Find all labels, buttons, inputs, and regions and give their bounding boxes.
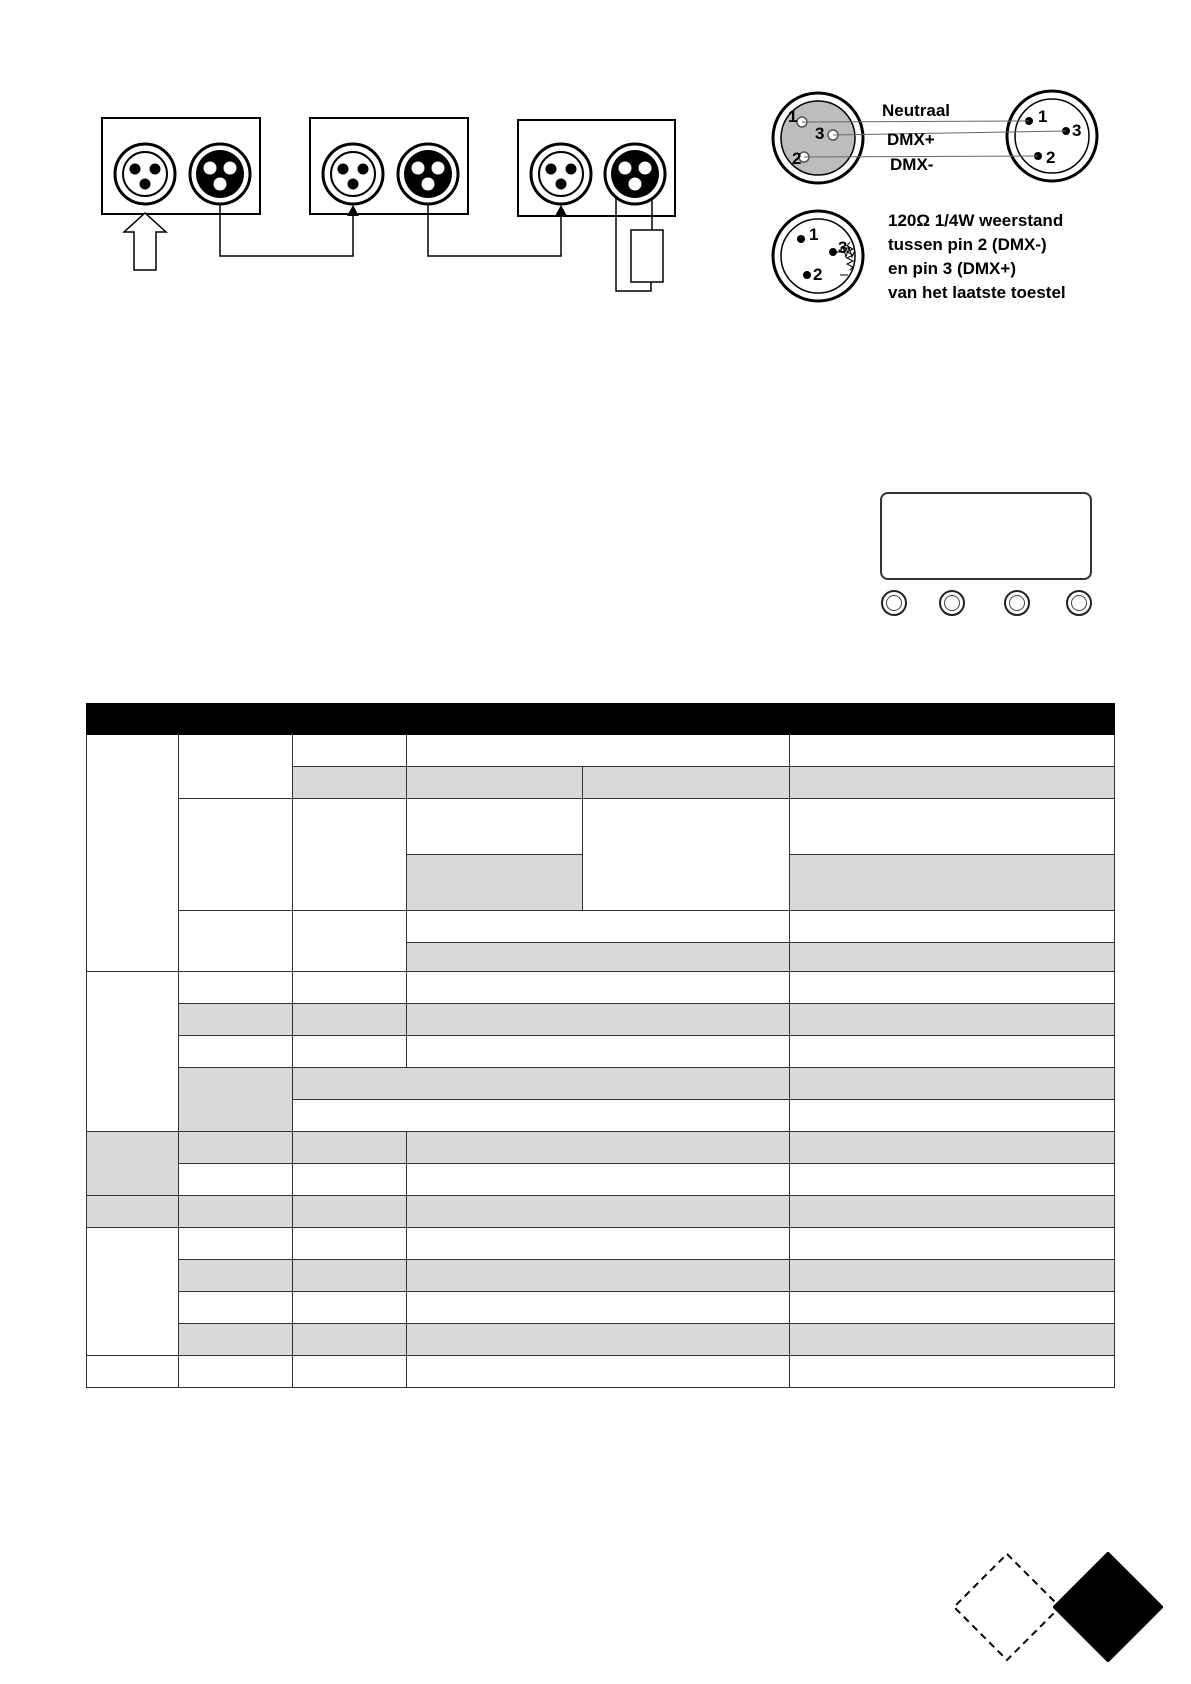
table-cell bbox=[179, 1260, 293, 1292]
xlr-input-1 bbox=[115, 144, 175, 204]
table-cell bbox=[293, 1100, 790, 1132]
table-row bbox=[87, 1356, 1115, 1388]
dmx-daisy-chain-diagram bbox=[95, 110, 695, 295]
corner-logo bbox=[950, 1550, 1170, 1668]
table-cell bbox=[407, 855, 583, 911]
table-row bbox=[87, 1228, 1115, 1260]
table-cell bbox=[790, 1100, 1115, 1132]
table-cell bbox=[179, 1356, 293, 1388]
table-cell bbox=[293, 1132, 407, 1164]
table-cell bbox=[790, 1132, 1115, 1164]
terminator-note-line-4: van het laatste toestel bbox=[888, 283, 1066, 302]
table-cell bbox=[407, 1260, 790, 1292]
down-button[interactable] bbox=[1004, 590, 1030, 616]
table-cell bbox=[790, 1068, 1115, 1100]
table-row bbox=[87, 911, 1115, 943]
table-cell bbox=[407, 1196, 790, 1228]
table-cell bbox=[293, 1036, 407, 1068]
table-cell bbox=[790, 972, 1115, 1004]
pin-3-label: 3 bbox=[815, 124, 825, 143]
table-row bbox=[87, 1164, 1115, 1196]
table-cell bbox=[179, 735, 293, 799]
term-pin-3-label: 3 bbox=[838, 238, 848, 257]
table-cell bbox=[790, 1036, 1115, 1068]
table-cell bbox=[179, 1036, 293, 1068]
table-cell bbox=[293, 1324, 407, 1356]
xlr-pin-diagram bbox=[770, 88, 1100, 310]
xlr-output-2 bbox=[398, 144, 458, 204]
dmx-input-arrow-icon bbox=[124, 213, 166, 270]
table-cell bbox=[293, 735, 407, 767]
table-cell bbox=[407, 799, 583, 855]
header-function bbox=[87, 704, 790, 735]
table-cell bbox=[179, 1068, 293, 1132]
table-row bbox=[87, 1260, 1115, 1292]
table-cell bbox=[407, 1356, 790, 1388]
filled-diamond-icon bbox=[1055, 1554, 1161, 1660]
table-cell bbox=[790, 799, 1115, 855]
table-cell bbox=[293, 911, 407, 975]
table-cell bbox=[790, 1228, 1115, 1260]
table-row bbox=[87, 972, 1115, 1004]
table-row bbox=[87, 1292, 1115, 1324]
table-cell bbox=[790, 767, 1115, 799]
table-cell bbox=[293, 972, 407, 1004]
pin-1-label: 1 bbox=[788, 107, 798, 126]
table-cell bbox=[293, 1228, 407, 1260]
table-cell bbox=[407, 1004, 790, 1036]
table-cell bbox=[179, 799, 293, 911]
table-cell bbox=[407, 767, 583, 799]
table-cell bbox=[407, 943, 790, 975]
table-cell bbox=[407, 911, 790, 943]
table-cell bbox=[790, 1356, 1115, 1388]
table-cell bbox=[790, 943, 1115, 975]
table-row bbox=[87, 735, 1115, 767]
table-cell bbox=[790, 1196, 1115, 1228]
table-cell bbox=[293, 1292, 407, 1324]
table-cell bbox=[179, 972, 293, 1004]
table-cell bbox=[407, 1036, 790, 1068]
table-cell bbox=[407, 735, 790, 767]
table-cell bbox=[179, 1132, 293, 1164]
table-cell bbox=[293, 1164, 407, 1196]
table-cell bbox=[790, 1260, 1115, 1292]
xlr-output-1 bbox=[190, 144, 250, 204]
table-cell bbox=[87, 1196, 179, 1228]
pin-1-label-right: 1 bbox=[1038, 107, 1048, 126]
term-pin-2-label: 2 bbox=[813, 265, 823, 284]
dmx-plus-label: DMX+ bbox=[887, 130, 935, 149]
table-cell bbox=[790, 1164, 1115, 1196]
table-row bbox=[87, 799, 1115, 855]
table-cell bbox=[87, 735, 179, 975]
table-cell bbox=[179, 1292, 293, 1324]
pin-2-label-right: 2 bbox=[1046, 148, 1056, 167]
table-row bbox=[87, 1036, 1115, 1068]
table-cell bbox=[179, 1324, 293, 1356]
table-cell bbox=[179, 1004, 293, 1036]
table-cell bbox=[293, 799, 407, 911]
table-cell bbox=[293, 1196, 407, 1228]
terminator-note-line-1: 120Ω 1/4W weerstand bbox=[888, 211, 1064, 230]
menu-structure-table bbox=[86, 703, 1115, 975]
header-description bbox=[790, 704, 1115, 735]
menu-button[interactable] bbox=[881, 590, 907, 616]
xlr-output-3 bbox=[605, 144, 665, 204]
table-cell bbox=[293, 1356, 407, 1388]
enter-button[interactable] bbox=[1066, 590, 1092, 616]
table-cell bbox=[407, 972, 790, 1004]
xlr-female-connector bbox=[1007, 91, 1097, 181]
table-cell bbox=[790, 1004, 1115, 1036]
table-cell bbox=[293, 767, 407, 799]
table-cell bbox=[790, 735, 1115, 767]
table-cell bbox=[179, 1228, 293, 1260]
neutral-label: Neutraal bbox=[882, 101, 951, 120]
table-cell bbox=[179, 1196, 293, 1228]
table-cell bbox=[583, 799, 790, 911]
lcd-display bbox=[880, 492, 1092, 580]
table-cell bbox=[583, 767, 790, 799]
table-cell bbox=[87, 1132, 179, 1196]
table-cell bbox=[407, 1324, 790, 1356]
table-cell bbox=[87, 1356, 179, 1388]
table-header bbox=[87, 704, 1115, 735]
dmx-minus-label: DMX- bbox=[890, 155, 934, 174]
terminator-note-line-3: en pin 3 (DMX+) bbox=[888, 259, 1016, 278]
up-button[interactable] bbox=[939, 590, 965, 616]
menu-structure-table-continued bbox=[86, 971, 1115, 1388]
table-cell bbox=[790, 911, 1115, 943]
table-row bbox=[87, 1196, 1115, 1228]
table-cell bbox=[179, 911, 293, 975]
pin-3-label-right: 3 bbox=[1072, 121, 1082, 140]
table-row bbox=[87, 1068, 1115, 1100]
xlr-input-2 bbox=[323, 144, 383, 204]
table-row bbox=[87, 1004, 1115, 1036]
table-cell bbox=[179, 1164, 293, 1196]
table-cell bbox=[293, 1004, 407, 1036]
pin-2-label: 2 bbox=[792, 149, 802, 168]
table-row bbox=[87, 1324, 1115, 1356]
table-cell bbox=[407, 1132, 790, 1164]
table-cell bbox=[407, 1164, 790, 1196]
term-pin-1-label: 1 bbox=[809, 225, 819, 244]
table-cell bbox=[407, 1292, 790, 1324]
xlr-input-3 bbox=[531, 144, 591, 204]
table-cell bbox=[293, 1260, 407, 1292]
table-cell bbox=[293, 1068, 790, 1100]
table-cell bbox=[87, 1228, 179, 1356]
terminator-note-line-2: tussen pin 2 (DMX-) bbox=[888, 235, 1047, 254]
table-cell bbox=[790, 855, 1115, 911]
outline-diamond-icon bbox=[954, 1554, 1060, 1660]
table-row bbox=[87, 1132, 1115, 1164]
table-cell bbox=[790, 1292, 1115, 1324]
table-cell bbox=[87, 972, 179, 1132]
table-cell bbox=[790, 1324, 1115, 1356]
table-cell bbox=[407, 1228, 790, 1260]
